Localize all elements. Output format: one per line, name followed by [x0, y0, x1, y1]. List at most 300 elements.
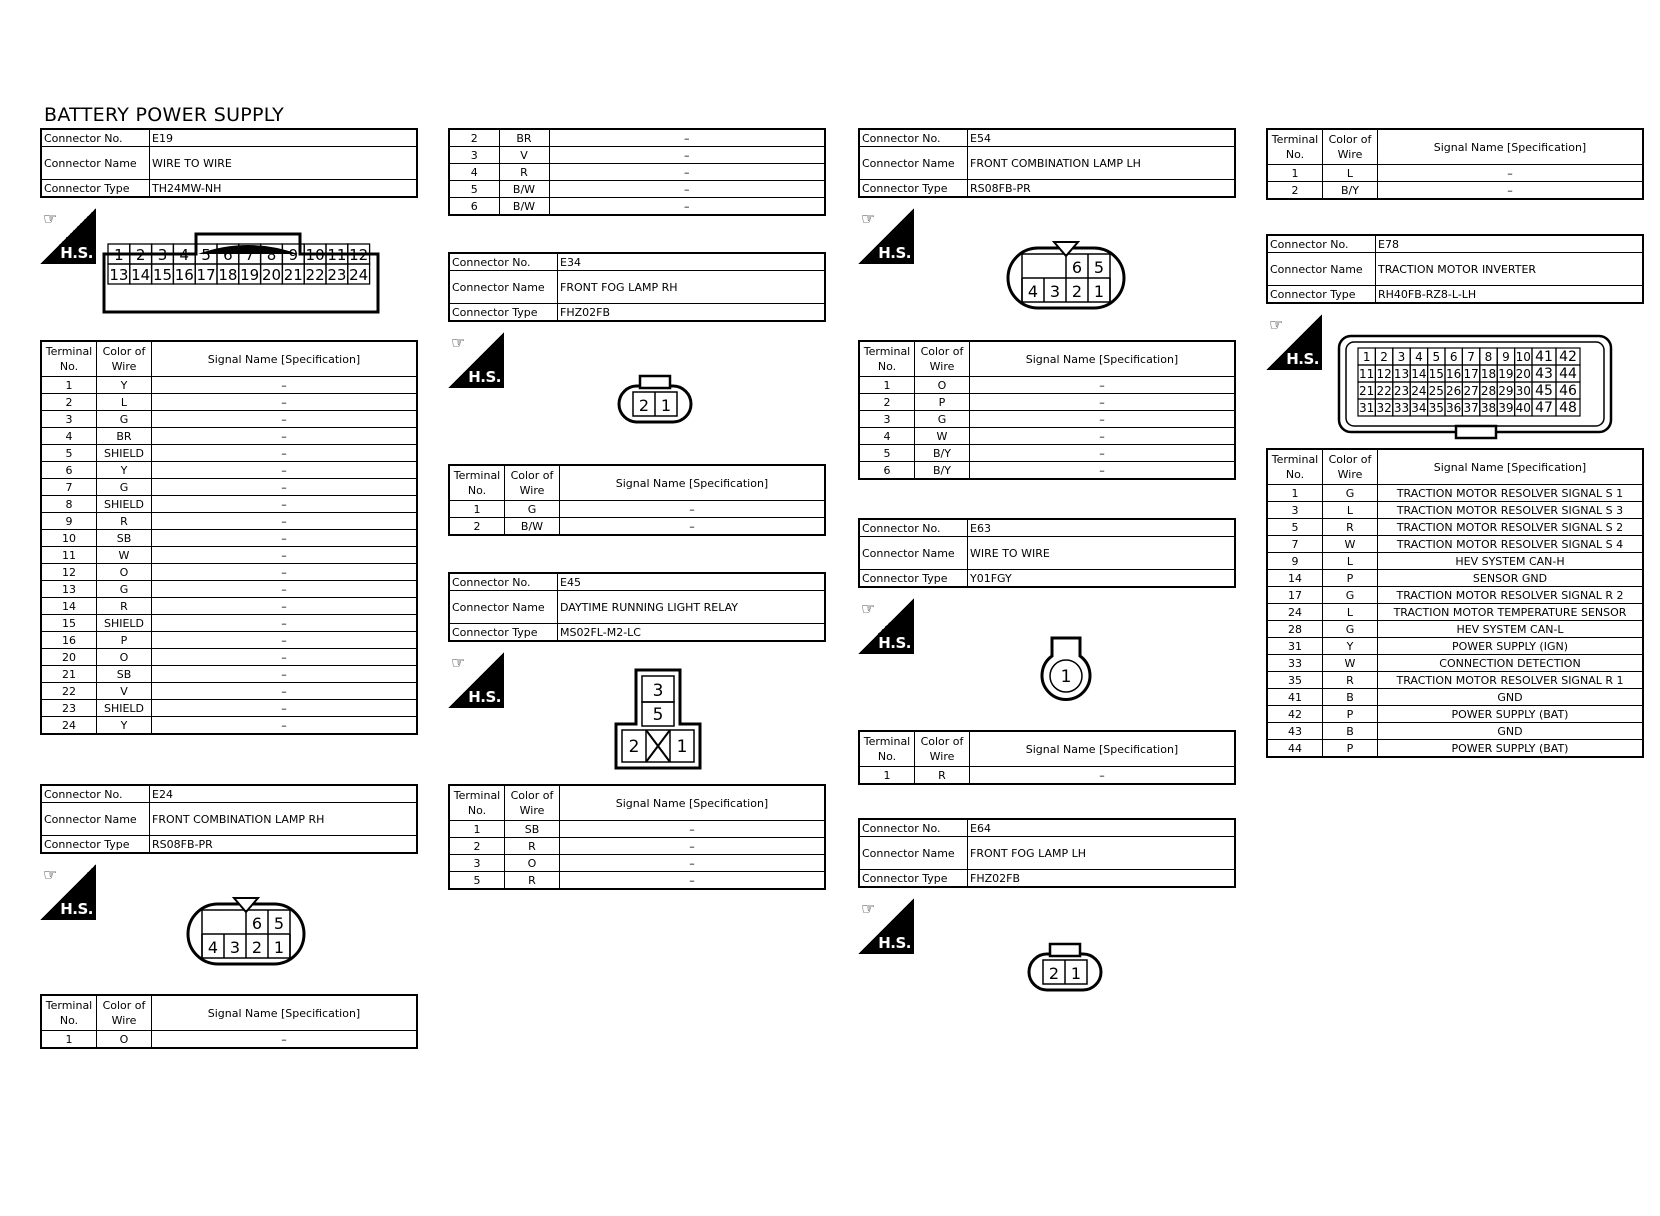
signal-name: POWER SUPPLY (IGN) — [1378, 638, 1644, 655]
signal-name-header: Signal Name [Specification] — [560, 785, 826, 821]
wire-color: O — [97, 564, 152, 581]
harness-side-icon: ☞ H.S. — [858, 898, 914, 954]
terminal-no: 5 — [449, 181, 499, 198]
table-row — [1267, 689, 1643, 706]
terminal-no: 5 — [859, 445, 915, 462]
signal-name: POWER SUPPLY (BAT) — [1378, 740, 1644, 758]
signal-name: – — [152, 683, 418, 700]
connector-face-e63 — [1038, 634, 1094, 706]
signal-name: – — [970, 428, 1236, 445]
table-row — [41, 496, 417, 513]
pin-number: 25 — [1428, 384, 1444, 398]
pin-number: 23 — [1393, 384, 1410, 398]
wire-color-header: Color of Wire — [97, 995, 152, 1031]
terminal-no: 28 — [1267, 621, 1323, 638]
terminal-no: 1 — [41, 377, 97, 394]
terminal-no: 1 — [1267, 485, 1323, 502]
wire-color: O — [915, 377, 970, 394]
terminal-no: 14 — [41, 598, 97, 615]
wire-color: L — [1323, 604, 1378, 621]
wire-color: R — [915, 767, 970, 785]
wire-color: P — [1323, 740, 1378, 758]
terminal-no: 11 — [41, 547, 97, 564]
table-row — [1267, 655, 1643, 672]
table-row — [41, 513, 417, 530]
table-row — [41, 547, 417, 564]
pin-number: 22 — [305, 266, 325, 284]
terminal-no: 6 — [859, 462, 915, 480]
wire-color: R — [97, 513, 152, 530]
pin-number: 18 — [1480, 367, 1497, 381]
pin-number: 1 — [1060, 667, 1072, 687]
wire-color: G — [97, 411, 152, 428]
wire-color: P — [1323, 706, 1378, 723]
connector-type-value: FHZ02FB — [968, 870, 1236, 888]
signal-name: – — [549, 129, 825, 147]
pin-number: 5 — [201, 246, 211, 264]
table-row — [449, 129, 825, 147]
table-row — [449, 147, 825, 164]
wire-color: Y — [97, 717, 152, 735]
signal-name: TRACTION MOTOR RESOLVER SIGNAL S 2 — [1378, 519, 1644, 536]
wire-color: G — [1323, 587, 1378, 604]
table-row — [41, 411, 417, 428]
connector-no-value: E34 — [558, 253, 826, 271]
wire-color: Y — [97, 462, 152, 479]
table-row — [41, 377, 417, 394]
terminal-no: 2 — [1267, 182, 1323, 200]
signal-name: – — [970, 462, 1236, 480]
signal-name: – — [970, 377, 1236, 394]
wire-color-header: Color of Wire — [97, 341, 152, 377]
signal-name: – — [152, 564, 418, 581]
connector-name-value: FRONT FOG LAMP LH — [968, 837, 1236, 870]
pin-grid — [108, 244, 370, 284]
table-row — [41, 530, 417, 547]
wire-color: G — [97, 581, 152, 598]
table-row — [1267, 740, 1643, 758]
wire-color: L — [1323, 165, 1378, 182]
table-row — [41, 683, 417, 700]
pin-number: 32 — [1376, 401, 1392, 415]
wire-color: R — [505, 872, 560, 890]
terminal-no: 31 — [1267, 638, 1323, 655]
signal-name: HEV SYSTEM CAN-H — [1378, 553, 1644, 570]
terminal-no: 4 — [41, 428, 97, 445]
connector-type-value: FHZ02FB — [558, 304, 826, 322]
pin-number: 22 — [1376, 384, 1392, 398]
connector-name-value: DAYTIME RUNNING LIGHT RELAY — [558, 591, 826, 624]
pin-number: 19 — [240, 266, 260, 284]
connector-info-e45 — [448, 572, 826, 642]
harness-side-icon: ☞ H.S. — [40, 864, 96, 920]
connector-type-value: MS02FL-M2-LC — [558, 624, 826, 642]
signal-name: TRACTION MOTOR RESOLVER SIGNAL S 3 — [1378, 502, 1644, 519]
signal-name: – — [152, 411, 418, 428]
signal-name: – — [560, 518, 826, 536]
terminal-no: 42 — [1267, 706, 1323, 723]
signal-name: – — [560, 872, 826, 890]
pin-number: 36 — [1446, 401, 1462, 415]
terminal-no-header: Terminal No. — [1267, 129, 1323, 165]
hs-label: H.S. — [468, 688, 501, 706]
terminal-no: 5 — [449, 872, 505, 890]
pin-number: 15 — [152, 266, 173, 284]
terminal-table-e24 — [40, 994, 418, 1049]
terminal-table-e63 — [858, 730, 1236, 785]
wire-color-header: Color of Wire — [505, 785, 560, 821]
signal-name: – — [152, 513, 418, 530]
signal-name: – — [152, 394, 418, 411]
pin-number: 4 — [1027, 282, 1039, 301]
terminal-no: 3 — [859, 411, 915, 428]
pin-number: 34 — [1411, 401, 1427, 415]
signal-name-header: Signal Name [Specification] — [152, 341, 418, 377]
terminal-no-header: Terminal No. — [41, 341, 97, 377]
signal-name: TRACTION MOTOR TEMPERATURE SENSOR — [1378, 604, 1644, 621]
terminal-no: 44 — [1267, 740, 1323, 758]
signal-name: – — [152, 581, 418, 598]
terminal-no: 43 — [1267, 723, 1323, 740]
hs-label: H.S. — [60, 900, 93, 918]
terminal-table-e19-cont — [448, 128, 826, 216]
table-row — [859, 377, 1235, 394]
wire-color: Y — [97, 377, 152, 394]
harness-side-icon: ☞ H.S. — [1266, 314, 1322, 370]
pin-number: 12 — [1376, 367, 1392, 381]
pin-number: 2 — [628, 737, 640, 757]
connector-name-label: Connector Name — [41, 147, 150, 180]
table-row — [1267, 706, 1643, 723]
signal-name-header: Signal Name [Specification] — [1378, 129, 1644, 165]
signal-name: – — [152, 717, 418, 735]
wire-color: L — [1323, 502, 1378, 519]
terminal-no: 10 — [41, 530, 97, 547]
terminal-no: 14 — [1267, 570, 1323, 587]
harness-side-icon: ☞ H.S. — [858, 598, 914, 654]
pin-number: 35 — [1428, 401, 1444, 415]
connector-no-label: Connector No. — [41, 785, 150, 803]
connector-info-e24 — [40, 784, 418, 854]
terminal-no: 1 — [41, 1031, 97, 1049]
table-row — [859, 767, 1235, 785]
terminal-no: 35 — [1267, 672, 1323, 689]
pin-number: 47 — [1535, 400, 1553, 416]
table-row — [1267, 519, 1643, 536]
signal-name: – — [152, 666, 418, 683]
terminal-no: 24 — [1267, 604, 1323, 621]
wire-color: R — [505, 838, 560, 855]
wire-color: B/W — [499, 181, 549, 198]
table-row — [1267, 638, 1643, 655]
wire-color: SB — [97, 530, 152, 547]
terminal-no: 8 — [41, 496, 97, 513]
pin-number: 5 — [273, 914, 285, 933]
pin-number: 41 — [1535, 349, 1553, 365]
table-row — [41, 700, 417, 717]
pin-number: 1 — [273, 938, 285, 957]
connector-face-e34 — [616, 372, 696, 428]
table-row — [1267, 553, 1643, 570]
pin-number: 16 — [1446, 367, 1462, 381]
connector-name-value: TRACTION MOTOR INVERTER — [1376, 253, 1644, 286]
connector-name-label: Connector Name — [41, 803, 150, 836]
pin-number: 8 — [266, 246, 277, 264]
pin-number: 2 — [638, 396, 650, 415]
pin-number: 8 — [1484, 350, 1493, 364]
wire-color: B/Y — [915, 462, 970, 480]
connector-no-label: Connector No. — [41, 129, 150, 147]
connector-info-e19 — [40, 128, 418, 198]
table-row — [1267, 502, 1643, 519]
wire-color: W — [1323, 655, 1378, 672]
table-row — [859, 411, 1235, 428]
terminal-no: 4 — [859, 428, 915, 445]
wire-color: SB — [505, 821, 560, 838]
pin-number: 14 — [1411, 367, 1427, 381]
pin-number: 21 — [283, 266, 303, 284]
signal-name: – — [549, 147, 825, 164]
terminal-no: 23 — [41, 700, 97, 717]
connector-name-value: WIRE TO WIRE — [150, 147, 418, 180]
table-row — [859, 445, 1235, 462]
signal-name: – — [560, 821, 826, 838]
connector-type-value: RS08FB-PR — [150, 836, 418, 854]
pin-number: 3 — [1049, 282, 1061, 301]
signal-name: TRACTION MOTOR RESOLVER SIGNAL R 1 — [1378, 672, 1644, 689]
pin-number: 10 — [1515, 350, 1531, 364]
wire-color: SHIELD — [97, 496, 152, 513]
table-row — [41, 479, 417, 496]
signal-name: – — [560, 855, 826, 872]
connector-info-e64 — [858, 818, 1236, 888]
pin-number: 1 — [676, 737, 688, 757]
table-row — [41, 615, 417, 632]
connector-info-e34 — [448, 252, 826, 322]
wire-color: SB — [97, 666, 152, 683]
terminal-no: 15 — [41, 615, 97, 632]
terminal-no: 1 — [449, 501, 505, 518]
terminal-table-e45 — [448, 784, 826, 890]
connector-no-label: Connector No. — [449, 573, 558, 591]
pin-number: 27 — [1463, 384, 1479, 398]
signal-name: – — [152, 598, 418, 615]
signal-name: – — [152, 377, 418, 394]
pin-number: 2 — [1071, 282, 1083, 301]
wire-color-header: Color of Wire — [915, 731, 970, 767]
pin-number: 26 — [1446, 384, 1462, 398]
table-row — [859, 462, 1235, 480]
pin-number: 11 — [1359, 367, 1375, 381]
hs-label: H.S. — [878, 934, 911, 952]
table-row — [41, 564, 417, 581]
wire-color: P — [1323, 570, 1378, 587]
connector-type-value: TH24MW-NH — [150, 180, 418, 198]
harness-side-icon: ☞ H.S. — [858, 208, 914, 264]
connector-info-e54 — [858, 128, 1236, 198]
signal-name: – — [549, 198, 825, 216]
signal-name-header: Signal Name [Specification] — [152, 995, 418, 1031]
pin-number: 3 — [157, 246, 168, 264]
terminal-no: 6 — [449, 198, 499, 216]
pin-number: 7 — [1467, 350, 1475, 364]
wire-color: W — [97, 547, 152, 564]
table-row — [449, 872, 825, 890]
connector-face-e64 — [1026, 940, 1106, 996]
pin-number: 1 — [1093, 282, 1105, 301]
terminal-no: 7 — [41, 479, 97, 496]
signal-name: – — [152, 649, 418, 666]
signal-name: – — [152, 428, 418, 445]
signal-name-header: Signal Name [Specification] — [560, 465, 826, 501]
pin-number: 5 — [1432, 350, 1441, 364]
wire-color: L — [97, 394, 152, 411]
connector-type-label: Connector Type — [41, 836, 150, 854]
connector-no-label: Connector No. — [859, 129, 968, 147]
connector-name-label: Connector Name — [859, 837, 968, 870]
table-row — [41, 394, 417, 411]
wire-color-header: Color of Wire — [505, 465, 560, 501]
wire-color: G — [1323, 621, 1378, 638]
connector-no-label: Connector No. — [449, 253, 558, 271]
table-row — [41, 717, 417, 735]
wire-color: B/W — [499, 198, 549, 216]
terminal-no: 2 — [449, 838, 505, 855]
pin-number: 12 — [349, 246, 369, 264]
connector-no-value: E63 — [968, 519, 1236, 537]
hs-label: H.S. — [1286, 350, 1319, 368]
hs-label: H.S. — [878, 244, 911, 262]
pin-number: 39 — [1498, 401, 1514, 415]
table-row — [41, 649, 417, 666]
wire-color: P — [97, 632, 152, 649]
terminal-no: 3 — [449, 855, 505, 872]
pin-number: 30 — [1515, 384, 1531, 398]
signal-name: – — [1378, 182, 1644, 200]
pin-number: 1 — [1362, 350, 1371, 364]
terminal-no: 1 — [859, 377, 915, 394]
pin-number: 45 — [1535, 383, 1553, 399]
connector-type-label: Connector Type — [1267, 286, 1376, 304]
pin-number: 20 — [1515, 367, 1531, 381]
pin-number: 23 — [327, 266, 347, 284]
signal-name: GND — [1378, 689, 1644, 706]
wire-color: SHIELD — [97, 700, 152, 717]
connector-name-label: Connector Name — [449, 271, 558, 304]
wire-color: R — [1323, 519, 1378, 536]
terminal-no: 41 — [1267, 689, 1323, 706]
wire-color-header: Color of Wire — [915, 341, 970, 377]
pin-number: 13 — [1393, 367, 1410, 381]
pin-number: 7 — [244, 246, 255, 264]
terminal-no: 5 — [41, 445, 97, 462]
terminal-no: 21 — [41, 666, 97, 683]
connector-face-e54 — [1004, 238, 1132, 314]
pin-number: 38 — [1480, 401, 1497, 415]
pin-number: 21 — [1359, 384, 1375, 398]
connector-no-label: Connector No. — [859, 519, 968, 537]
table-row — [1267, 587, 1643, 604]
signal-name: CONNECTION DETECTION — [1378, 655, 1644, 672]
signal-name: TRACTION MOTOR RESOLVER SIGNAL S 1 — [1378, 485, 1644, 502]
terminal-no: 3 — [41, 411, 97, 428]
pin-number: 16 — [174, 266, 194, 284]
signal-name: – — [560, 501, 826, 518]
pin-number: 2 — [1380, 350, 1388, 364]
wire-color: G — [97, 479, 152, 496]
connector-type-label: Connector Type — [41, 180, 150, 198]
signal-name: SENSOR GND — [1378, 570, 1644, 587]
connector-face-e19 — [100, 232, 396, 316]
table-row — [1267, 604, 1643, 621]
pin-number: 46 — [1559, 383, 1577, 399]
connector-face-e24 — [184, 894, 312, 970]
pin-number: 6 — [1449, 350, 1458, 364]
hs-label: H.S. — [60, 244, 93, 262]
signal-name: – — [152, 632, 418, 649]
harness-side-icon: ☞ H.S. — [448, 652, 504, 708]
table-row — [1267, 182, 1643, 200]
connector-type-label: Connector Type — [449, 624, 558, 642]
signal-name: – — [152, 479, 418, 496]
terminal-table-e34 — [448, 464, 826, 536]
pin-number: 31 — [1359, 401, 1375, 415]
pin-number: 37 — [1463, 401, 1479, 415]
connector-name-value: WIRE TO WIRE — [968, 537, 1236, 570]
terminal-no-header: Terminal No. — [449, 465, 505, 501]
wire-color: O — [505, 855, 560, 872]
wire-color: G — [1323, 485, 1378, 502]
terminal-no-header: Terminal No. — [1267, 449, 1323, 485]
wire-color: BR — [97, 428, 152, 445]
table-row — [1267, 672, 1643, 689]
connector-info-e63 — [858, 518, 1236, 588]
signal-name: – — [152, 462, 418, 479]
pin-number: 42 — [1559, 349, 1577, 365]
connector-no-label: Connector No. — [859, 819, 968, 837]
signal-name: – — [1378, 165, 1644, 182]
terminal-no: 33 — [1267, 655, 1323, 672]
wire-color: B/Y — [915, 445, 970, 462]
terminal-no: 6 — [41, 462, 97, 479]
pin-number: 13 — [109, 266, 129, 284]
terminal-no: 24 — [41, 717, 97, 735]
terminal-table-e19 — [40, 340, 418, 735]
connector-face-e78 — [1336, 330, 1616, 442]
terminal-no: 4 — [449, 164, 499, 181]
terminal-no-header: Terminal No. — [859, 341, 915, 377]
pin-number: 4 — [207, 938, 219, 957]
pin-number: 11 — [327, 246, 347, 264]
table-row — [41, 462, 417, 479]
wire-color: G — [505, 501, 560, 518]
pin-number: 24 — [349, 266, 369, 284]
terminal-no: 22 — [41, 683, 97, 700]
wire-color: SHIELD — [97, 445, 152, 462]
table-row — [859, 428, 1235, 445]
hs-label: H.S. — [468, 368, 501, 386]
signal-name: – — [152, 530, 418, 547]
table-row — [1267, 570, 1643, 587]
pin-number: 28 — [1480, 384, 1497, 398]
pin-number: 18 — [218, 266, 238, 284]
table-row — [41, 581, 417, 598]
pin-number: 43 — [1535, 366, 1553, 382]
terminal-no: 20 — [41, 649, 97, 666]
pin-number: 17 — [1463, 367, 1479, 381]
terminal-table-e54 — [858, 340, 1236, 480]
terminal-no: 2 — [449, 518, 505, 536]
